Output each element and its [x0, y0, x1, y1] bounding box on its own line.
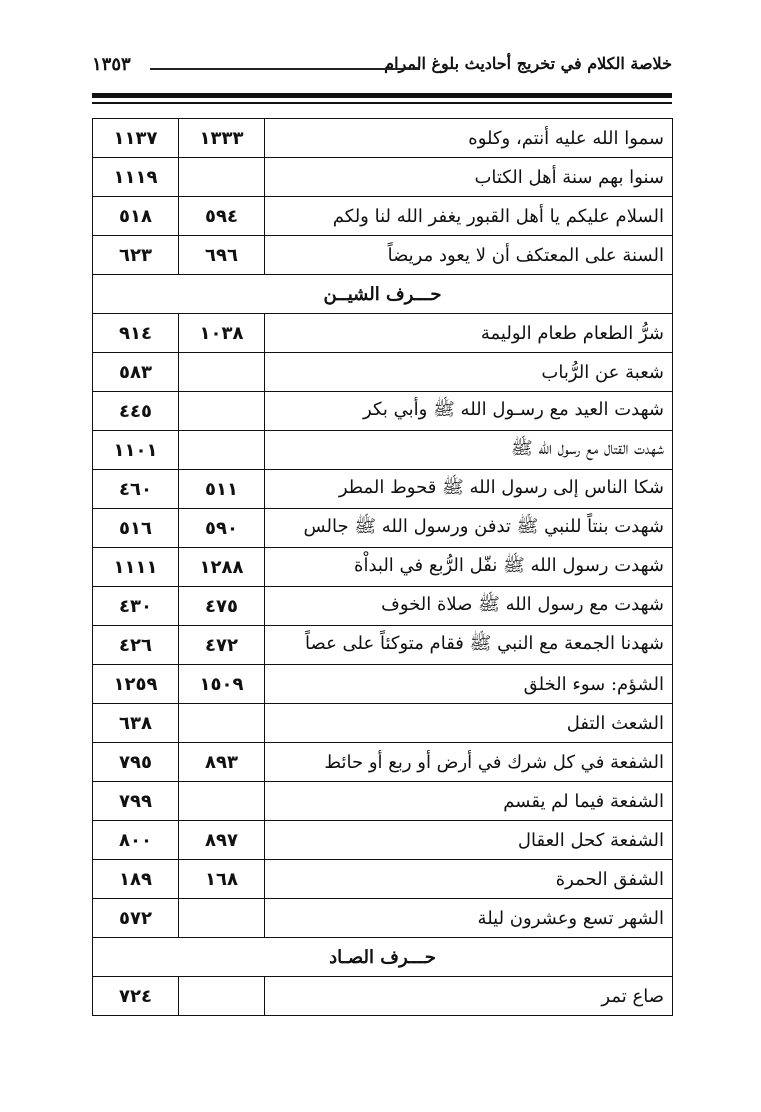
ref-number-2: ٦٣٨	[93, 704, 179, 743]
header-rule-thick	[92, 93, 672, 98]
table-row	[93, 860, 673, 899]
ref-number-2: ٤٢٦	[93, 626, 179, 665]
table-row	[93, 509, 673, 548]
ref-number-2: ٥٨٣	[93, 353, 179, 392]
table-row	[93, 704, 673, 743]
hadith-text: شكا الناس إلى رسول الله ﷺ قحوط المطر	[265, 470, 673, 509]
ref-number-2: ٧٢٤	[93, 977, 179, 1016]
table-row	[93, 626, 673, 665]
table-row	[93, 548, 673, 587]
ref-number-1: ١٥٠٩	[179, 665, 265, 704]
table-row	[93, 353, 673, 392]
ref-number-2: ٤٤٥	[93, 392, 179, 431]
section-header-row	[93, 275, 673, 314]
table-row	[93, 431, 673, 470]
table-row	[93, 236, 673, 275]
ref-number-1: ١٢٨٨	[179, 548, 265, 587]
ref-number-2: ٩١٤	[93, 314, 179, 353]
ref-number-2: ١١٣٧	[93, 119, 179, 158]
table-row	[93, 899, 673, 938]
hadith-text: سموا الله عليه أنتم، وكلوه	[265, 119, 673, 158]
table-row	[93, 821, 673, 860]
header-leader-line	[150, 68, 420, 70]
ref-number-2: ١١١١	[93, 548, 179, 587]
ref-number-1	[179, 899, 265, 938]
ref-number-2: ٨٠٠	[93, 821, 179, 860]
table-row	[93, 977, 673, 1016]
ref-number-1: ٦٩٦	[179, 236, 265, 275]
header-rule-thin	[92, 102, 672, 104]
ref-number-1: ١٣٣٣	[179, 119, 265, 158]
table-row	[93, 470, 673, 509]
hadith-text: شهدت بنتاً للنبي ﷺ تدفن ورسول الله ﷺ جالس	[265, 509, 673, 548]
hadith-text: شهدت رسول الله ﷺ نفّل الرُّبع في البداْة	[265, 548, 673, 587]
table-row	[93, 782, 673, 821]
ref-number-2: ٥١٦	[93, 509, 179, 548]
section-title: حـــرف الصـاد	[93, 938, 673, 977]
ref-number-1	[179, 353, 265, 392]
table-row	[93, 119, 673, 158]
page-header	[92, 48, 672, 84]
ref-number-2: ٧٩٩	[93, 782, 179, 821]
running-title: خلاصة الكلام في تخريج أحاديث بلوغ المرام	[384, 54, 672, 73]
ref-number-2: ٤٦٠	[93, 470, 179, 509]
ref-number-1: ١٠٣٨	[179, 314, 265, 353]
ref-number-1	[179, 392, 265, 431]
ref-number-1	[179, 704, 265, 743]
ref-number-1: ٨٩٧	[179, 821, 265, 860]
hadith-text: الشفعة في كل شرك في أرض أو ربع أو حائط	[265, 743, 673, 782]
ref-number-1	[179, 977, 265, 1016]
hadith-text: الشفق الحمرة	[265, 860, 673, 899]
ref-number-1	[179, 431, 265, 470]
ref-number-1: ٤٧٢	[179, 626, 265, 665]
ref-number-1: ٥١١	[179, 470, 265, 509]
hadith-text: الشؤم: سوء الخلق	[265, 665, 673, 704]
table-row	[93, 587, 673, 626]
hadith-text: السنة على المعتكف أن لا يعود مريضاً	[265, 236, 673, 275]
ref-number-1	[179, 158, 265, 197]
ref-number-1: ٥٩٤	[179, 197, 265, 236]
ref-number-1: ٥٩٠	[179, 509, 265, 548]
section-header-row	[93, 938, 673, 977]
page-number: ١٣٥٣	[92, 54, 131, 75]
ref-number-2: ٥٧٢	[93, 899, 179, 938]
hadith-text: سنوا بهم سنة أهل الكتاب	[265, 158, 673, 197]
ref-number-1: ٨٩٣	[179, 743, 265, 782]
index-table	[92, 118, 673, 1016]
hadith-text: شهدنا الجمعة مع النبي ﷺ فقام متوكئاً على عصاً	[265, 626, 673, 665]
hadith-text: الشعث التفل	[265, 704, 673, 743]
section-title: حـــرف الشيــن	[93, 275, 673, 314]
hadith-text: الشفعة فيما لم يقسم	[265, 782, 673, 821]
table-row	[93, 665, 673, 704]
ref-number-1: ١٦٨	[179, 860, 265, 899]
hadith-text: الشفعة كحل العقال	[265, 821, 673, 860]
ref-number-2: ٥١٨	[93, 197, 179, 236]
hadith-text: شهدت العيد مع رسـول الله ﷺ وأبي بكر	[265, 392, 673, 431]
table-row	[93, 314, 673, 353]
ref-number-2: ٤٣٠	[93, 587, 179, 626]
hadith-text: السلام عليكم يا أهل القبور يغفر الله لنا ولكم	[265, 197, 673, 236]
ref-number-2: ١١٠١	[93, 431, 179, 470]
hadith-text: شعبة عن الرُّباب	[265, 353, 673, 392]
ref-number-1	[179, 782, 265, 821]
hadith-text: الشهر تسع وعشرون ليلة	[265, 899, 673, 938]
ref-number-2: ١٢٥٩	[93, 665, 179, 704]
table-row	[93, 197, 673, 236]
hadith-text: شهدت مع رسول الله ﷺ صلاة الخوف	[265, 587, 673, 626]
table-row	[93, 743, 673, 782]
hadith-text: صاع تمر	[265, 977, 673, 1016]
ref-number-2: ٧٩٥	[93, 743, 179, 782]
table-row	[93, 392, 673, 431]
hadith-text: شهدت القتال مع رسول الله ﷺ	[265, 431, 673, 470]
ref-number-2: ١٨٩	[93, 860, 179, 899]
hadith-text: شرُّ الطعام طعام الوليمة	[265, 314, 673, 353]
table-row	[93, 158, 673, 197]
ref-number-1: ٤٧٥	[179, 587, 265, 626]
ref-number-2: ٦٢٣	[93, 236, 179, 275]
ref-number-2: ١١١٩	[93, 158, 179, 197]
